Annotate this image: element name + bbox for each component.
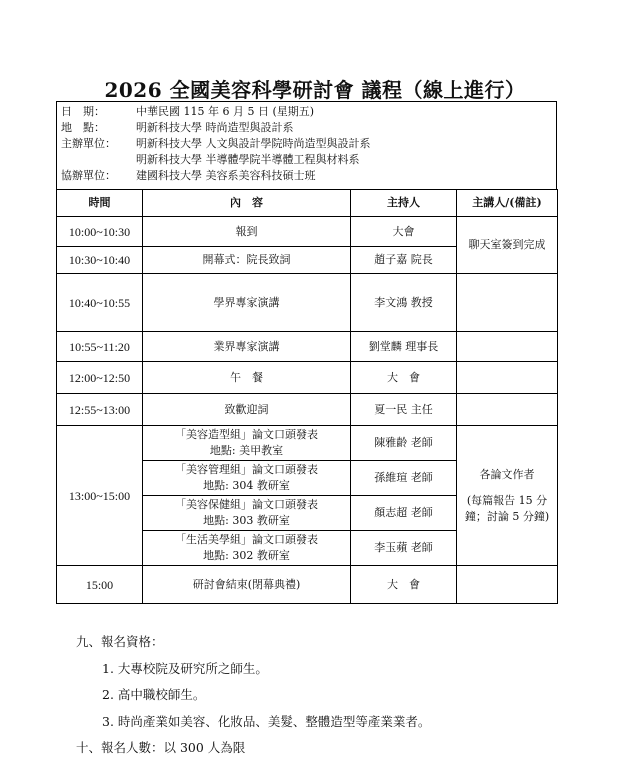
row-time: 15:00 (57, 566, 143, 604)
session-content (143, 531, 351, 566)
header-host: 主持人 (351, 190, 457, 217)
session-host: 李玉蘋 老師 (351, 531, 457, 566)
row-content: 致歡迎詞 (143, 394, 351, 426)
table-header-row (57, 190, 558, 217)
header-time: 時間 (57, 190, 143, 217)
eligibility-item: 1. 大專校院及研究所之師生。 (102, 661, 268, 676)
info-label: 主辦單位： (61, 137, 116, 150)
row-time: 12:55~13:00 (57, 394, 143, 426)
session-content (143, 426, 351, 461)
info-label: 協辦單位： (61, 169, 116, 182)
row-content: 業界專家演講 (143, 332, 351, 362)
row-speaker (457, 274, 558, 332)
row-host: 劉堂麟 理事長 (351, 332, 457, 362)
row-content: 研討會結束(閉幕典禮) (143, 566, 351, 604)
row-speaker (457, 332, 558, 362)
table-row (57, 362, 558, 394)
session-title: 「美容造型組」論文口頭發表 (175, 428, 318, 441)
agenda-table (56, 189, 558, 604)
session-content (143, 461, 351, 496)
row-time: 10:00~10:30 (57, 217, 143, 247)
row-host: 李文鴻 教授 (351, 274, 457, 332)
info-row-co-organizer (61, 168, 552, 184)
info-value: 明新科技大學 人文與設計學院時尚造型與設計系 (136, 137, 371, 150)
info-label: 日 期： (61, 105, 105, 118)
row-speaker-note: 聊天室簽到完成 (457, 217, 558, 274)
row-time: 10:55~11:20 (57, 332, 143, 362)
info-row-date (61, 104, 552, 120)
speaker-note-line: 各論文作者 (479, 467, 535, 481)
page-title: 2026 全國美容科學研討會 議程（線上進行） (104, 78, 526, 102)
header-content: 內 容 (143, 190, 351, 217)
row-speaker (457, 394, 558, 426)
info-row-location (61, 120, 552, 136)
info-value: 明新科技大學 時尚造型與設計系 (136, 121, 294, 134)
info-value: 明新科技大學 半導體學院半導體工程與材料系 (136, 153, 360, 166)
info-row-organizer (61, 136, 552, 152)
info-value: 建國科技大學 美容系美容科技碩士班 (136, 169, 316, 182)
session-title: 「美容保健組」論文口頭發表 (175, 498, 318, 511)
table-row (57, 394, 558, 426)
table-row (57, 217, 558, 247)
row-speaker (457, 566, 558, 604)
row-content: 午 餐 (143, 362, 351, 394)
row-time: 10:30~10:40 (57, 247, 143, 274)
table-row (57, 274, 558, 332)
info-value: 中華民國 115 年 6 月 5 日 (星期五) (136, 105, 315, 118)
row-host: 大 會 (351, 362, 457, 394)
row-content: 學界專家演講 (143, 274, 351, 332)
session-location: 地點: 美甲教室 (209, 444, 284, 457)
table-row (57, 566, 558, 604)
row-content: 報到 (143, 217, 351, 247)
row-content: 開幕式：院長致詞 (143, 247, 351, 274)
session-host: 顏志超 老師 (351, 496, 457, 531)
section-10-heading: 十、報名人數：以 300 人為限 (76, 740, 246, 755)
event-info-box (56, 101, 557, 189)
eligibility-item: 3. 時尚產業如美容、化妝品、美髮、整體造型等產業業者。 (102, 714, 431, 729)
info-label: 地 點： (61, 121, 105, 134)
row-time: 12:00~12:50 (57, 362, 143, 394)
session-speaker-note (457, 426, 558, 566)
session-host: 陳雅齡 老師 (351, 426, 457, 461)
session-content (143, 496, 351, 531)
speaker-note-line: (每篇報告 15 分 (466, 493, 548, 507)
row-time: 10:40~10:55 (57, 274, 143, 332)
session-location: 地點: 303 教研室 (203, 514, 290, 527)
table-row (57, 332, 558, 362)
row-speaker (457, 362, 558, 394)
session-location: 地點: 304 教研室 (203, 479, 290, 492)
row-host: 夏一民 主任 (351, 394, 457, 426)
session-title: 「生活美學組」論文口頭發表 (175, 533, 318, 546)
info-label (61, 152, 136, 168)
row-host: 大會 (351, 217, 457, 247)
speaker-note-line: 鐘；討論 5 分鐘) (464, 509, 550, 523)
row-host: 趙子嘉 院長 (351, 247, 457, 274)
info-row-organizer-2 (61, 152, 552, 168)
header-speaker: 主講人/(備註) (457, 190, 558, 217)
row-host: 大 會 (351, 566, 457, 604)
row-time: 13:00~15:00 (57, 426, 143, 566)
session-location: 地點: 302 教研室 (203, 549, 290, 562)
session-title: 「美容管理組」論文口頭發表 (175, 463, 318, 476)
table-row (57, 426, 558, 461)
section-9-heading: 九、報名資格： (76, 634, 164, 649)
session-host: 孫維瑄 老師 (351, 461, 457, 496)
eligibility-item: 2. 高中職校師生。 (102, 687, 206, 702)
